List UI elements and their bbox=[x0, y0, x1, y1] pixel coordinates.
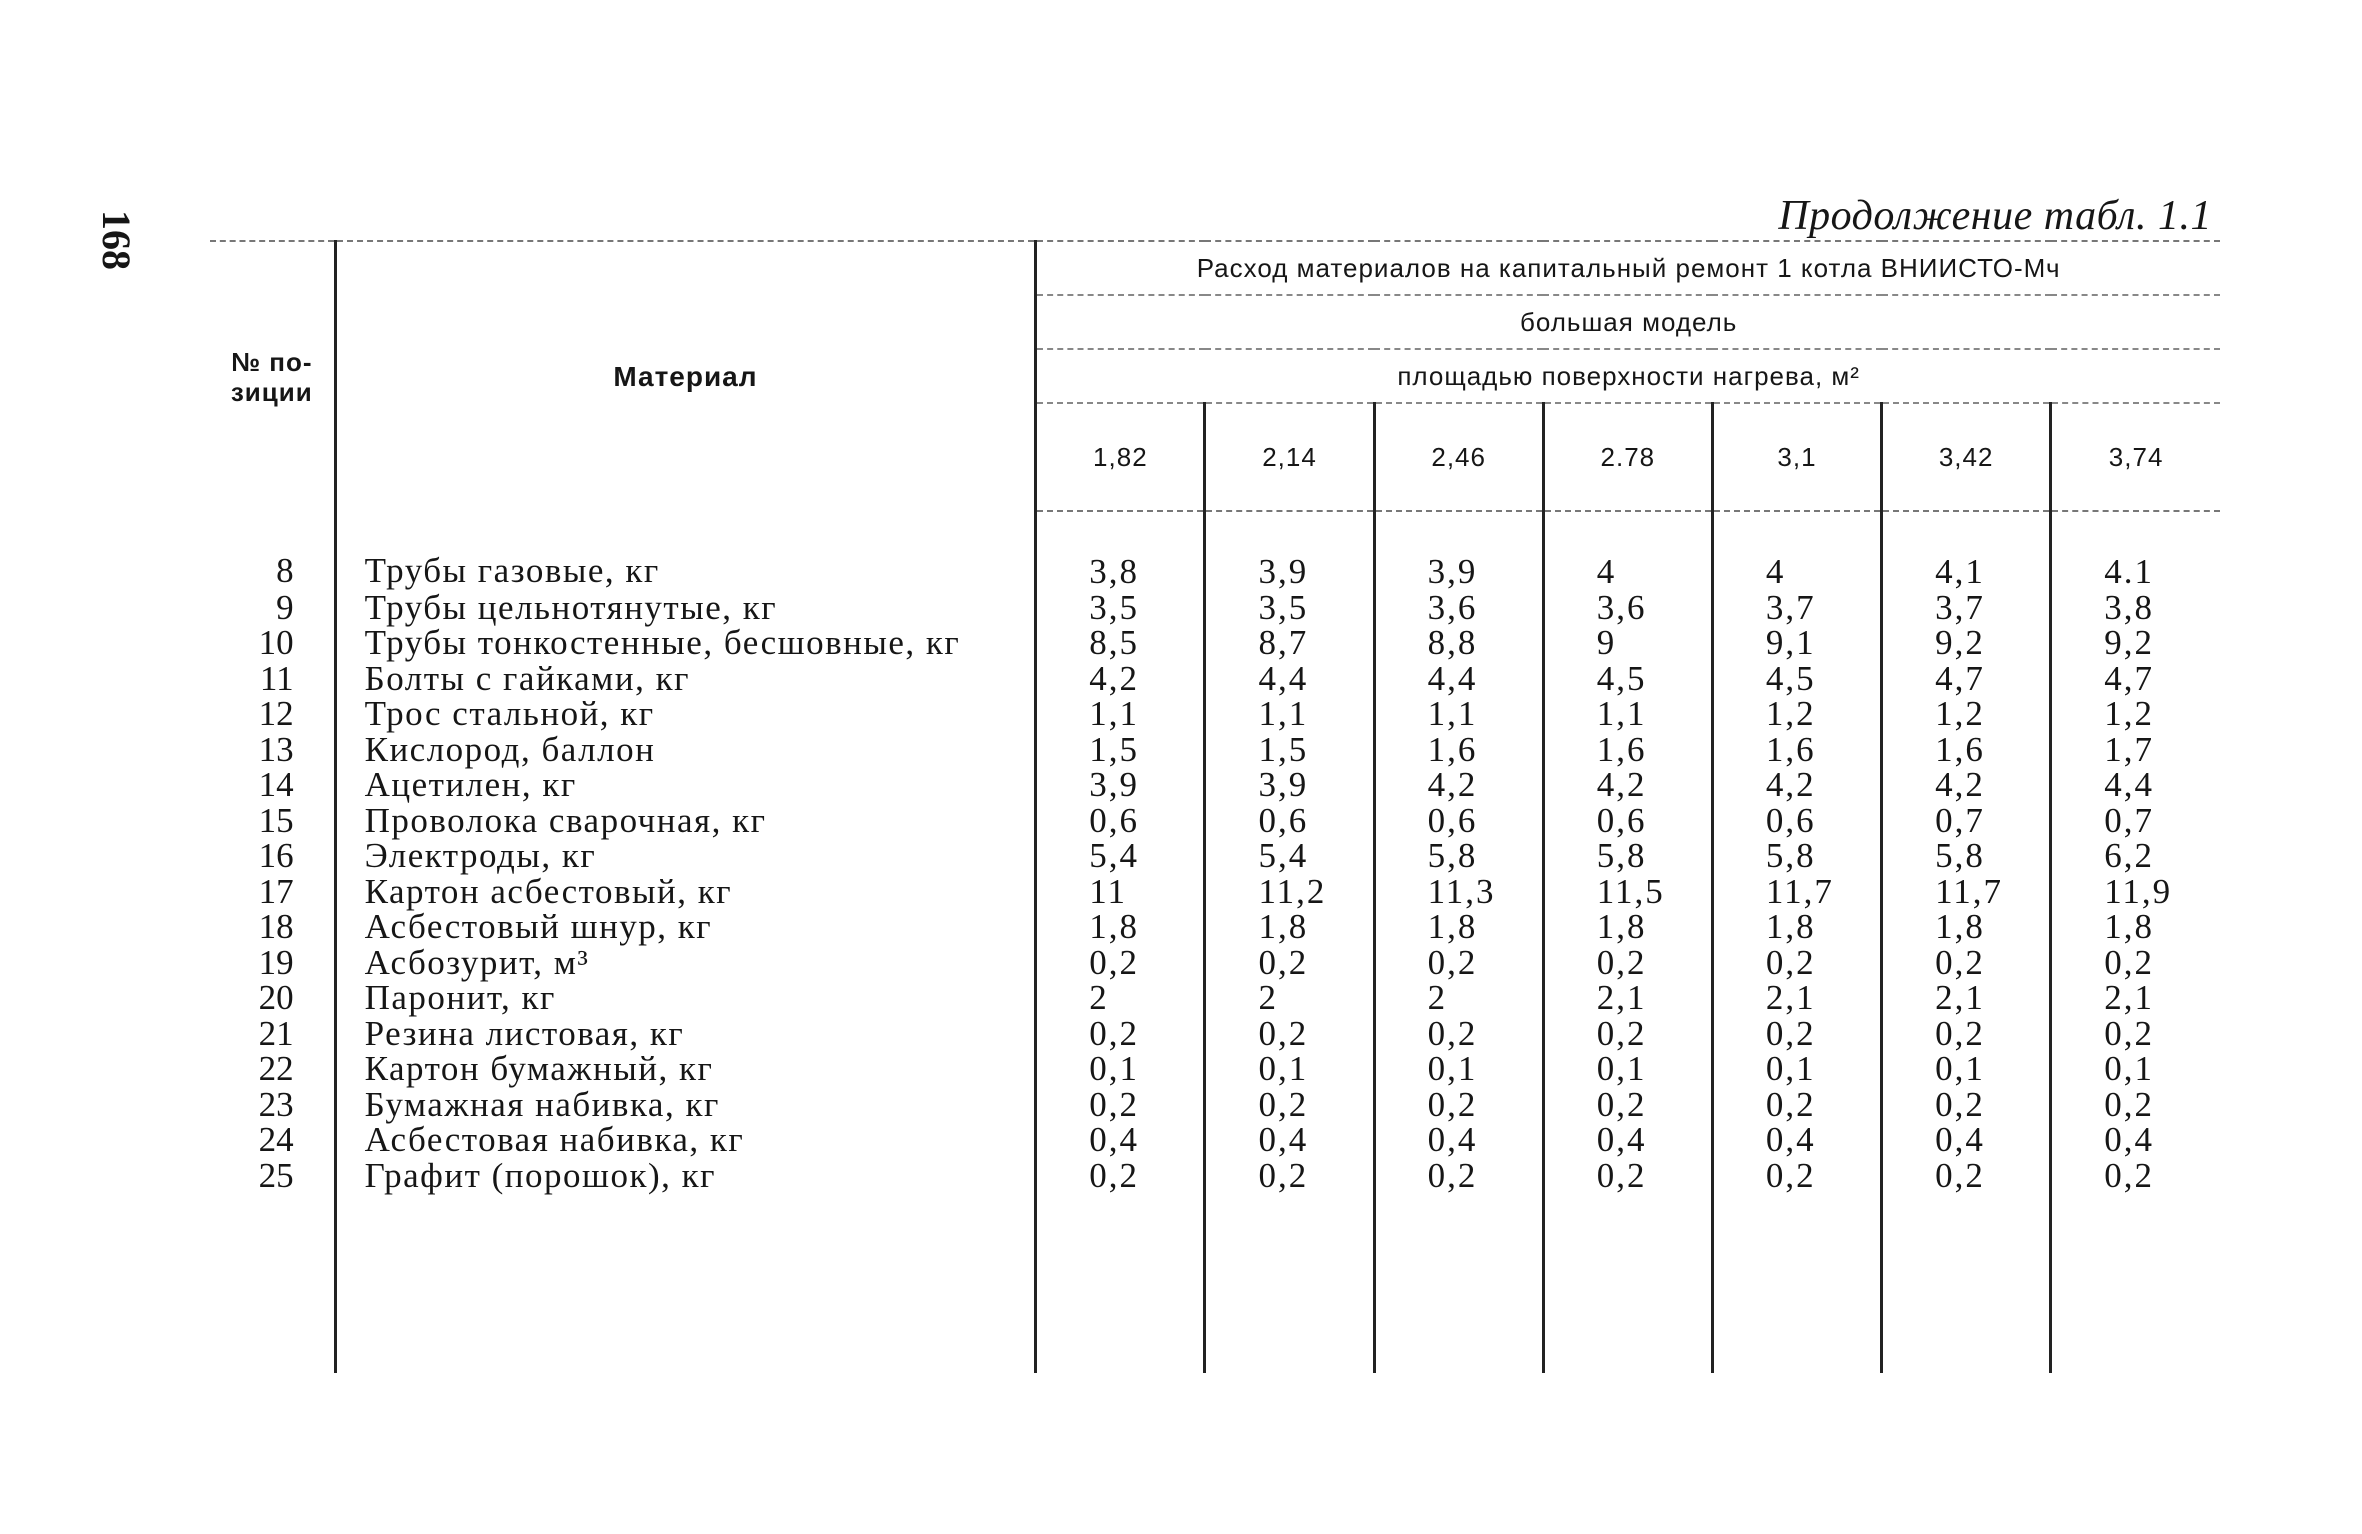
consumption-value: 1,8 bbox=[2104, 907, 2154, 946]
consumption-value: 2,1 bbox=[2104, 978, 2154, 1017]
consumption-value: 0,2 bbox=[1205, 1158, 1374, 1194]
area-header-5: 3,1 bbox=[1712, 403, 1881, 511]
consumption-value: 3,9 bbox=[1036, 767, 1205, 803]
consumption-value: 1,1 bbox=[1543, 696, 1712, 732]
table-row bbox=[210, 511, 2220, 590]
consumption-value: 4,4 bbox=[1205, 661, 1374, 697]
consumption-value: 4 bbox=[1712, 511, 1881, 590]
consumption-value: 4,5 bbox=[1712, 661, 1881, 697]
filler-cell bbox=[210, 1193, 335, 1373]
material-name: Паронит, кг bbox=[335, 980, 1036, 1016]
position-number: 13 bbox=[210, 732, 335, 768]
consumption-value: 0,2 bbox=[1543, 1087, 1712, 1123]
position-number: 23 bbox=[210, 1087, 335, 1123]
consumption-value: 1,1 bbox=[1205, 696, 1374, 732]
consumption-value: 4,1 bbox=[1882, 511, 2051, 590]
consumption-value: 3,9 bbox=[1205, 767, 1374, 803]
consumption-value: 1,6 bbox=[1374, 732, 1543, 768]
consumption-value: 2,1 bbox=[1712, 980, 1881, 1016]
filler-cell bbox=[1543, 1193, 1712, 1373]
consumption-value: 9,2 bbox=[1882, 625, 2051, 661]
consumption-value: 11,5 bbox=[1543, 874, 1712, 910]
consumption-value: 0,2 bbox=[1374, 1158, 1543, 1194]
consumption-value: 4,4 bbox=[1374, 661, 1543, 697]
area-header-3: 2,46 bbox=[1374, 403, 1543, 511]
consumption-value: 0,2 bbox=[1374, 1016, 1543, 1052]
table-header bbox=[210, 241, 2220, 511]
consumption-value: 0,7 bbox=[1882, 803, 2051, 839]
material-name: Кислород, баллон bbox=[335, 732, 1036, 768]
surface-header: площадью поверхности нагрева, м² bbox=[1036, 349, 2220, 403]
consumption-value: 9,2 bbox=[2104, 623, 2154, 662]
table-row bbox=[210, 1087, 2220, 1123]
table-caption: Продолжение табл. 1.1 bbox=[1778, 193, 2212, 239]
consumption-value: 5,8 bbox=[1882, 838, 2051, 874]
consumption-value: 0,2 bbox=[1882, 1158, 2051, 1194]
consumption-value: 0,2 bbox=[1712, 1016, 1881, 1052]
consumption-value: 2,1 bbox=[1882, 980, 2051, 1016]
position-number: 24 bbox=[210, 1122, 335, 1158]
consumption-value: 1,1 bbox=[1374, 696, 1543, 732]
material-name: Электроды, кг bbox=[335, 838, 1036, 874]
table-row bbox=[210, 1158, 2220, 1194]
position-header-line1: № по- bbox=[231, 346, 313, 377]
filler-cell bbox=[1036, 1193, 1205, 1373]
table-row bbox=[210, 590, 2220, 626]
consumption-value: 4,5 bbox=[1543, 661, 1712, 697]
consumption-value: 11,7 bbox=[1712, 874, 1881, 910]
area-header-7: 3,74 bbox=[2051, 403, 2220, 511]
table-row bbox=[210, 696, 2220, 732]
area-header-4: 2.78 bbox=[1543, 403, 1712, 511]
consumption-value: 0,2 bbox=[1036, 1016, 1205, 1052]
consumption-value: 0,1 bbox=[1374, 1051, 1543, 1087]
model-header: большая модель bbox=[1036, 295, 2220, 349]
table-row bbox=[210, 874, 2220, 910]
consumption-value: 0,2 bbox=[2104, 1013, 2154, 1053]
consumption-value: 0,6 bbox=[1712, 803, 1881, 839]
table-body bbox=[210, 511, 2220, 1373]
material-name: Трубы тонкостенные, бесшовные, кг bbox=[335, 625, 1036, 661]
consumption-value: 0,4 bbox=[1374, 1122, 1543, 1158]
position-number: 11 bbox=[210, 661, 335, 697]
consumption-value: 0,2 bbox=[2104, 942, 2154, 982]
consumption-value: 4,2 bbox=[1543, 767, 1712, 803]
consumption-value: 5,4 bbox=[1036, 838, 1205, 874]
consumption-value: 0,1 bbox=[1205, 1051, 1374, 1087]
consumption-value: 0,7 bbox=[2104, 800, 2154, 840]
consumption-value: 1,5 bbox=[1036, 732, 1205, 768]
consumption-value: 1,6 bbox=[1543, 732, 1712, 768]
consumption-value: 4,2 bbox=[1374, 767, 1543, 803]
consumption-value: 0,2 bbox=[1712, 1087, 1881, 1123]
consumption-value: 4,7 bbox=[1882, 661, 2051, 697]
consumption-value: 1,8 bbox=[1543, 909, 1712, 945]
position-number: 15 bbox=[210, 803, 335, 839]
table-row bbox=[210, 1051, 2220, 1087]
consumption-value: 1,2 bbox=[1882, 696, 2051, 732]
table-filler-row bbox=[210, 1193, 2220, 1373]
consumption-value: 4.1 bbox=[2104, 552, 2154, 591]
consumption-value: 0,1 bbox=[1036, 1051, 1205, 1087]
consumption-value: 2,1 bbox=[1543, 980, 1712, 1016]
consumption-value: 5,8 bbox=[1712, 838, 1881, 874]
position-number: 21 bbox=[210, 1016, 335, 1052]
material-name: Картон бумажный, кг bbox=[335, 1051, 1036, 1087]
position-number: 14 bbox=[210, 767, 335, 803]
consumption-value: 1,5 bbox=[1205, 732, 1374, 768]
filler-cell bbox=[1205, 1193, 1374, 1373]
table-row bbox=[210, 625, 2220, 661]
consumption-value: 4 bbox=[1543, 511, 1712, 590]
consumption-header: Расход материалов на капитальный ремонт 1 котла ВНИИСТО-Мч bbox=[1036, 241, 2220, 295]
material-name: Асбестовый шнур, кг bbox=[335, 909, 1036, 945]
material-name: Трос стальной, кг bbox=[335, 696, 1036, 732]
table-row bbox=[210, 1122, 2220, 1158]
consumption-value: 1,7 bbox=[2104, 729, 2154, 769]
area-header-6: 3,42 bbox=[1882, 403, 2051, 511]
consumption-value: 0,4 bbox=[1036, 1122, 1205, 1158]
consumption-value: 0,2 bbox=[1036, 945, 1205, 981]
consumption-value: 0,2 bbox=[1543, 945, 1712, 981]
position-number: 8 bbox=[210, 511, 335, 590]
filler-cell bbox=[2051, 1193, 2220, 1373]
material-name: Бумажная набивка, кг bbox=[335, 1087, 1036, 1123]
consumption-value: 1,8 bbox=[1712, 909, 1881, 945]
consumption-value: 3,9 bbox=[1374, 511, 1543, 590]
consumption-value: 0,2 bbox=[2104, 1155, 2154, 1195]
position-number: 18 bbox=[210, 909, 335, 945]
material-name: Асбестовая набивка, кг bbox=[335, 1122, 1036, 1158]
consumption-value: 2 bbox=[1374, 980, 1543, 1016]
consumption-value: 2 bbox=[1205, 980, 1374, 1016]
consumption-value: 0,2 bbox=[1205, 1016, 1374, 1052]
material-name: Графит (порошок), кг bbox=[335, 1158, 1036, 1194]
consumption-value: 1,8 bbox=[1036, 909, 1205, 945]
consumption-value: 0,6 bbox=[1205, 803, 1374, 839]
consumption-value: 11,9 bbox=[2104, 871, 2173, 911]
material-name: Ацетилен, кг bbox=[335, 767, 1036, 803]
consumption-value: 9 bbox=[1543, 625, 1712, 661]
table-row bbox=[210, 661, 2220, 697]
consumption-value: 0,6 bbox=[1036, 803, 1205, 839]
consumption-value: 0,2 bbox=[1543, 1016, 1712, 1052]
consumption-value: 0,4 bbox=[1712, 1122, 1881, 1158]
table-row bbox=[210, 838, 2220, 874]
consumption-value: 0,2 bbox=[2104, 1084, 2154, 1124]
consumption-value: 0,4 bbox=[1205, 1122, 1374, 1158]
material-name: Резина листовая, кг bbox=[335, 1016, 1036, 1052]
position-column-header bbox=[210, 241, 335, 511]
consumption-value: 0,2 bbox=[1712, 1158, 1881, 1194]
consumption-value: 1,6 bbox=[1712, 732, 1881, 768]
consumption-value: 0,2 bbox=[1374, 1087, 1543, 1123]
consumption-value: 5,8 bbox=[1543, 838, 1712, 874]
table-row bbox=[210, 980, 2220, 1016]
consumption-value: 0,1 bbox=[1543, 1051, 1712, 1087]
consumption-value: 0,2 bbox=[1374, 945, 1543, 981]
materials-table bbox=[210, 240, 2220, 1373]
consumption-value: 0,2 bbox=[1882, 1016, 2051, 1052]
consumption-value: 3,6 bbox=[1543, 590, 1712, 626]
area-header-2: 2,14 bbox=[1205, 403, 1374, 511]
consumption-value: 11,2 bbox=[1205, 874, 1374, 910]
consumption-value: 4,2 bbox=[1712, 767, 1881, 803]
consumption-value: 3,7 bbox=[1882, 590, 2051, 626]
position-number: 20 bbox=[210, 980, 335, 1016]
consumption-value: 0,4 bbox=[2104, 1120, 2154, 1159]
table-row bbox=[210, 909, 2220, 945]
filler-cell bbox=[1374, 1193, 1543, 1373]
consumption-value: 8,8 bbox=[1374, 625, 1543, 661]
area-header-1: 1,82 bbox=[1036, 403, 1205, 511]
consumption-value: 5,4 bbox=[1205, 838, 1374, 874]
consumption-value: 4,4 bbox=[2104, 765, 2154, 804]
material-name: Трубы газовые, кг bbox=[335, 511, 1036, 590]
page-number: 168 bbox=[94, 210, 139, 270]
consumption-value: 3,7 bbox=[1712, 590, 1881, 626]
consumption-value: 0,6 bbox=[1543, 803, 1712, 839]
filler-cell bbox=[1882, 1193, 2051, 1373]
consumption-value: 4,2 bbox=[1882, 767, 2051, 803]
consumption-value: 0,4 bbox=[1543, 1122, 1712, 1158]
consumption-value: 5,8 bbox=[1374, 838, 1543, 874]
consumption-value: 4,7 bbox=[2104, 658, 2154, 698]
consumption-value: 3,8 bbox=[1036, 511, 1205, 590]
consumption-value: 9,1 bbox=[1712, 625, 1881, 661]
position-number: 9 bbox=[210, 590, 335, 626]
position-header-line2: зиции bbox=[230, 376, 313, 407]
consumption-value: 0,2 bbox=[1882, 945, 2051, 981]
consumption-value: 0,4 bbox=[1882, 1122, 2051, 1158]
consumption-value: 3,5 bbox=[1036, 590, 1205, 626]
consumption-value: 3,5 bbox=[1205, 590, 1374, 626]
consumption-value: 0,2 bbox=[1205, 945, 1374, 981]
table-row bbox=[210, 945, 2220, 981]
table-row bbox=[210, 732, 2220, 768]
consumption-value: 4,2 bbox=[1036, 661, 1205, 697]
consumption-value: 3,8 bbox=[2104, 587, 2154, 627]
consumption-value: 0,2 bbox=[1882, 1087, 2051, 1123]
consumption-value: 11,7 bbox=[1882, 874, 2051, 910]
consumption-value: 1,8 bbox=[1374, 909, 1543, 945]
consumption-value: 0,1 bbox=[1882, 1051, 2051, 1087]
consumption-value: 1,1 bbox=[1036, 696, 1205, 732]
consumption-value: 1,8 bbox=[1205, 909, 1374, 945]
material-name: Трубы цельнотянутые, кг bbox=[335, 590, 1036, 626]
table-row bbox=[210, 803, 2220, 839]
consumption-value: 0,2 bbox=[1205, 1087, 1374, 1123]
position-number: 16 bbox=[210, 838, 335, 874]
position-number: 10 bbox=[210, 625, 335, 661]
filler-cell bbox=[335, 1193, 1036, 1373]
table-row bbox=[210, 767, 2220, 803]
consumption-value: 1,6 bbox=[1882, 732, 2051, 768]
filler-cell bbox=[1712, 1193, 1881, 1373]
consumption-value: 0,2 bbox=[1036, 1158, 1205, 1194]
consumption-value: 0,1 bbox=[1712, 1051, 1881, 1087]
consumption-value: 3,6 bbox=[1374, 590, 1543, 626]
consumption-value: 8,5 bbox=[1036, 625, 1205, 661]
consumption-value: 0,2 bbox=[1036, 1087, 1205, 1123]
consumption-value: 0,2 bbox=[1543, 1158, 1712, 1194]
table-row bbox=[210, 1016, 2220, 1052]
material-column-header: Материал bbox=[335, 241, 1036, 511]
material-name: Проволока сварочная, кг bbox=[335, 803, 1036, 839]
position-number: 25 bbox=[210, 1158, 335, 1194]
material-name: Болты с гайками, кг bbox=[335, 661, 1036, 697]
consumption-value: 0,1 bbox=[2104, 1049, 2154, 1088]
material-name: Асбозурит, м³ bbox=[335, 945, 1036, 981]
consumption-value: 3,9 bbox=[1205, 511, 1374, 590]
consumption-value: 6,2 bbox=[2104, 836, 2154, 875]
position-number: 17 bbox=[210, 874, 335, 910]
consumption-value: 1,8 bbox=[1882, 909, 2051, 945]
consumption-value: 11,3 bbox=[1374, 874, 1543, 910]
consumption-value: 0,6 bbox=[1374, 803, 1543, 839]
position-number: 22 bbox=[210, 1051, 335, 1087]
consumption-value: 0,2 bbox=[1712, 945, 1881, 981]
consumption-value: 11 bbox=[1036, 874, 1205, 910]
consumption-value: 2 bbox=[1036, 980, 1205, 1016]
position-number: 19 bbox=[210, 945, 335, 981]
consumption-value: 1,2 bbox=[1712, 696, 1881, 732]
position-number: 12 bbox=[210, 696, 335, 732]
consumption-value: 8,7 bbox=[1205, 625, 1374, 661]
material-name: Картон асбестовый, кг bbox=[335, 874, 1036, 910]
consumption-value: 1,2 bbox=[2104, 694, 2154, 733]
